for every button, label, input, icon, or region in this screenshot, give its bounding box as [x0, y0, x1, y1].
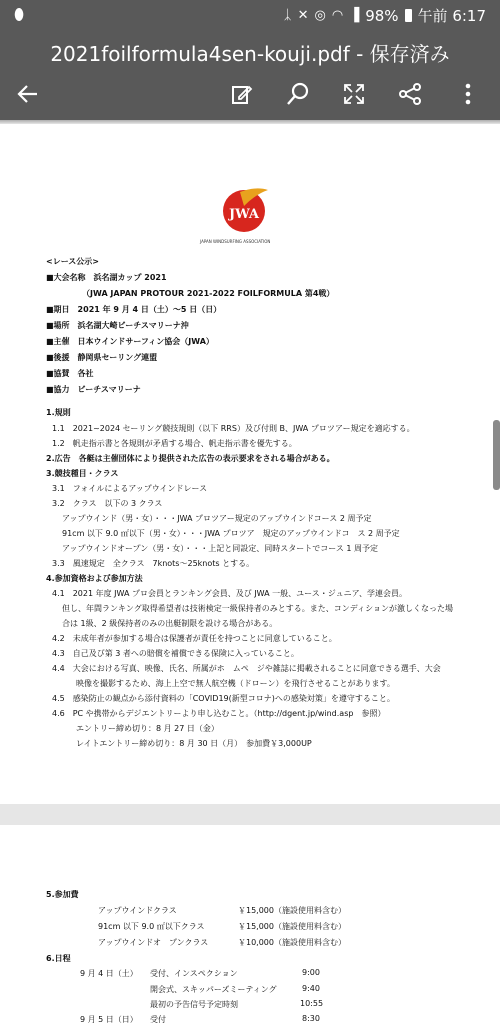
schedule-item: 開会式、スキッパーズミーティング — [150, 985, 277, 994]
edit-icon[interactable] — [224, 76, 260, 112]
section-heading: 3.競技種目・クラス — [46, 469, 119, 478]
schedule-date: 9 月 5 日（日） — [80, 1015, 138, 1024]
fee-class: アップウインドオ プンクラス — [98, 938, 209, 947]
back-arrow-icon[interactable] — [10, 76, 46, 112]
search-icon[interactable] — [280, 76, 316, 112]
more-icon[interactable] — [450, 76, 486, 112]
section-heading: 4.参加資格および参加方法 — [46, 574, 143, 583]
doc-line: ■大会名称 浜名湖カップ 2021 — [46, 273, 167, 282]
doc-line: 1.2 帆走指示書と各規則が矛盾する場合、帆走指示書を優先する。 — [52, 439, 297, 448]
doc-line: 4.3 自己及び第 3 者への賠償を補償できる保険に入っていること。 — [52, 649, 299, 658]
sync-icon: ⬮ — [14, 5, 25, 24]
doc-line: 3.1 フォイルによるアップウインドレース — [52, 484, 208, 493]
battery-percent: 98% — [365, 6, 399, 25]
doc-line: ■協力 ビーチスマリーナ — [46, 385, 141, 394]
fee-class: アップウインドクラス — [98, 906, 177, 915]
app-toolbar — [0, 30, 500, 120]
doc-line: 3.2 クラス 以下の 3 クラス — [52, 499, 163, 508]
schedule-time: 9:00 — [302, 968, 320, 977]
schedule-time: 9:40 — [302, 984, 320, 993]
doc-line: 3.3 風速規定 全クラス 7knots～25knots とする。 — [52, 559, 255, 568]
logo-subtitle: JAPAN WINDSURFING ASSOCIATION — [200, 239, 271, 244]
doc-line: 但し、年間ランキング取得希望者は技術検定一級保持者のみとする。また、コンディションが激しくなった場 — [62, 604, 453, 613]
doc-line: 4.4 大会における写真、映像、氏名、所属がホ ムペ ジや雑誌に掲載されることに同意できる選手、大会 — [52, 664, 441, 673]
doc-line: ■場所 浜名湖大崎ビーチスマリーナ沖 — [46, 321, 189, 330]
status-time: 午前 6:17 — [417, 7, 486, 25]
scrollbar-thumb[interactable] — [493, 420, 500, 490]
schedule-item: 最初の予告信号予定時刻 — [150, 1000, 238, 1009]
pdf-page-1[interactable] — [0, 124, 500, 804]
section-heading: 6.日程 — [46, 954, 71, 963]
doc-line: ■協賛 各社 — [46, 369, 94, 378]
doc-line: 4.5 感染防止の観点から添付資料の「COVID19(新型コロナ)への感染対策」を遵守すること。 — [52, 694, 395, 703]
doc-line: <レース公示> — [46, 257, 100, 266]
doc-line: 映像を撮影するため、海上上空で無人航空機（ドローン）を飛行させることがあります。 — [76, 679, 395, 688]
schedule-item: 受付 — [150, 1015, 166, 1024]
status-icons — [284, 5, 486, 26]
doc-line: アップウインドオープン（男・女）・・・上記と同設定、同時スタートでコース 1 周予定 — [62, 544, 379, 553]
section-heading: 5.参加費 — [46, 890, 79, 899]
share-icon[interactable] — [392, 76, 428, 112]
doc-line: ■後援 静岡県セーリング連盟 — [46, 353, 158, 362]
schedule-item: 受付、インスペクション — [150, 969, 238, 978]
jwa-logo — [220, 184, 270, 234]
fee-amount: ￥15,000（施設使用料含む） — [238, 922, 346, 931]
document-title: 2021foilformula4sen-kouji.pdf - 保存済み — [50, 42, 450, 66]
schedule-time: 8:30 — [302, 1014, 320, 1023]
pdf-page-2[interactable] — [0, 825, 500, 1027]
doc-line: 1.1 2021~2024 セーリング競技規則（以下 RRS）及び付則 B、JWA プロツアー規定を適応する。 — [52, 424, 415, 433]
schedule-date: 9 月 4 日（土） — [80, 969, 138, 978]
bluetooth-icon: ᛣ — [283, 8, 292, 23]
doc-line: アップウインド（男・女）・・・JWA プロツアー規定のアップウインドコース 2 周予定 — [62, 514, 372, 523]
mute-icon: ✕ — [297, 8, 309, 23]
doc-line: （JWA JAPAN PROTOUR 2021-2022 FOILFORMULA 第4戦） — [82, 289, 335, 298]
fee-amount: ￥15,000（施設使用料含む） — [238, 906, 346, 915]
doc-line: ■主催 日本ウインドサーフィン協会（JWA） — [46, 337, 214, 346]
doc-line: 合は 1級、2 級保持者のみの出艇制限を設ける場合がある。 — [62, 619, 278, 628]
status-bar — [0, 0, 500, 30]
alarm-icon: ◎ — [314, 8, 326, 23]
fullscreen-icon[interactable] — [336, 76, 372, 112]
doc-line: エントリー締め切り：8 月 27 日（金） — [76, 724, 219, 733]
logo-text: JWA — [229, 207, 260, 222]
section-heading: 2.広告 各艇は主催団体により提供された広告の表示要求をされる場合がある。 — [46, 454, 335, 463]
doc-line: 91cm 以下 9.0 ㎡以下（男・女）・・・JWA プロツア 規定のアップウインドコ ス 2 周予定 — [62, 529, 400, 538]
section-heading: 1.規則 — [46, 408, 71, 417]
doc-line: ■期日 2021 年 9 月 4 日（土）～5 日（日） — [46, 305, 222, 314]
battery-icon — [405, 9, 412, 22]
doc-line: レイトエントリー締め切り：8 月 30 日（月） 参加費￥3,000UP — [76, 739, 312, 748]
fee-class: 91cm 以下 9.0 ㎡以下クラス — [98, 922, 205, 931]
doc-line: 4.2 未成年者が参加する場合は保護者が責任を持つことに同意していること。 — [52, 634, 337, 643]
doc-line: 4.1 2021 年度 JWA プロ会員とランキング会員、及び JWA 一般、ユース・ジュニア、学連会員。 — [52, 589, 407, 598]
signal-icon: ▐ — [349, 8, 360, 23]
wifi-icon: ◠ — [331, 8, 344, 23]
schedule-time: 10:55 — [300, 999, 324, 1008]
fee-amount: ￥10,000（施設使用料含む） — [238, 938, 346, 947]
doc-line: 4.6 PC や携帯からデジエントリーより申し込むこと。（http://dgent.jp/wind.asp 参照） — [52, 709, 386, 718]
